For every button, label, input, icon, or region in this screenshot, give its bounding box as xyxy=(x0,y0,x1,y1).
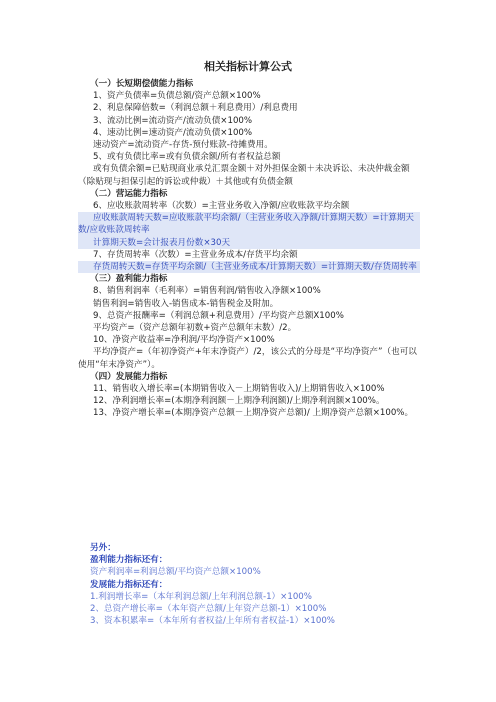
formula-line-highlight: 应收账款周转天数=应收账款平均余额/（主营业务收入净额/计算期天数）=计算期天数/应收账款周转率 xyxy=(78,212,420,236)
formula-line: 速动资产=流动资产-存货-预付账款-待摊费用。 xyxy=(93,140,273,151)
extra-growth-heading: 发展能力指标还有： xyxy=(90,579,168,590)
formula-line: 13、净资产增长率=(本期净资产总额－上期净资产总额)/ 上期净资产总额×100%。 xyxy=(93,408,414,419)
formula-line: 2、利息保障倍数=（利润总额＋利息费用）/利息费用 xyxy=(93,103,298,114)
formula-line: 销售利润=销售收入-销售成本-销售税金及附加。 xyxy=(93,298,279,309)
formula-line-highlight: 存货周转天数=存货平均余额/（主营业务成本/计算期天数）=计算期天数/存货周转率 xyxy=(78,261,420,273)
extra-profit-heading: 盈利能力指标还有： xyxy=(90,555,168,566)
formula-line: 3、流动比例=流动资产/流动负债×100% xyxy=(93,115,253,126)
document-body xyxy=(78,78,420,420)
formula-line: 6、应收账款周转率（次数）=主营业务收入净额/应收账款平均余额 xyxy=(93,201,350,212)
extra-growth-item: 3、资本积累率=（本年所有者权益/上年所有者权益-1）×100% xyxy=(90,616,335,627)
formula-line: 4、速动比例=速动资产/流动负债×100% xyxy=(93,127,253,138)
formula-line: 9、总资产报酬率=（利润总额+利息费用）/平均资产总额X100% xyxy=(93,310,344,321)
formula-line-highlight: 计算期天数=会计报表月份数×30天 xyxy=(78,237,420,249)
formula-line: 平均资产=（资产总额年初数+资产总额年末数）/2。 xyxy=(93,323,297,334)
extra-heading: 另外： xyxy=(90,543,116,553)
extra-profit-item: 资产利润率=利润总额/平均资产总额×100% xyxy=(90,567,261,578)
formula-line: 12、净利润增长率=(本期净利润额－上期净利润额)/上期净利润额×100%。 xyxy=(93,396,385,407)
extra-growth-item: 1.利润增长率=（本年利润总额/上年利润总额-1）×100% xyxy=(90,591,312,602)
section-heading-profitability: （三）盈利能力指标 xyxy=(90,274,168,285)
formula-line: 11、销售收入增长率=(本期销售收入－上期销售收入)/上期销售收入×100% xyxy=(93,384,385,395)
section-heading-solvency: （一）长短期偿债能力指标 xyxy=(90,79,194,89)
formula-line: 1、资产负债率=负债总额/资产总额×100% xyxy=(93,91,261,102)
formula-line: 5、或有负债比率=或有负债余额/所有者权益总额 xyxy=(93,152,281,163)
formula-line: 平均净资产=（年初净资产+年末净资产）/2，该公式的分母是“平均净资产”（也可以使用“年末净资产”）。 xyxy=(78,347,417,370)
formula-line: 8、销售利润率（毛利率）=销售利润/销售收入净额×100% xyxy=(93,286,321,297)
extra-notes xyxy=(90,542,420,627)
extra-growth-item: 2、总资产增长率=（本年资产总额/上年资产总额-1）×100% xyxy=(90,604,327,615)
formula-line: 或有负债余额=已贴现商业承兑汇票金额＋对外担保金额＋未决诉讼、未决仲裁金额（除贴现与担保引起的诉讼或仲裁）＋其他或有负债金额 xyxy=(78,164,410,187)
formula-line: 10、净资产收益率=净利润/平均净资产×100% xyxy=(93,335,275,346)
section-heading-growth: （四）发展能力指标 xyxy=(90,371,168,382)
section-heading-operating: （二）营运能力指标 xyxy=(90,188,168,199)
document-title: 相关指标计算公式 xyxy=(204,60,292,73)
formula-line: 7、存货周转率（次数）=主营业务成本/存货平均余额 xyxy=(93,249,298,260)
